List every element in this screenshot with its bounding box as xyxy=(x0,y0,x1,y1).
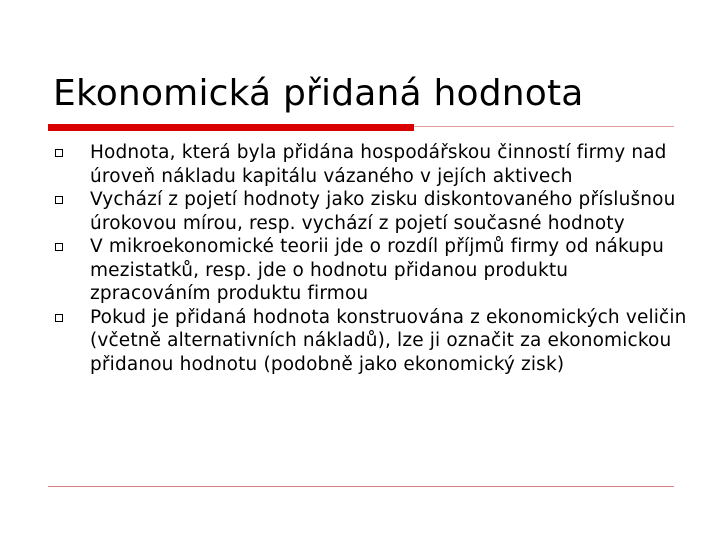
bullet-text-2: Vychází z pojetí hodnoty jako zisku diskontovaného příslušnou úrokovou mírou, resp. vychází z pojetí současné hodnoty xyxy=(90,189,676,234)
bullet-item-1 xyxy=(53,141,693,188)
hollow-square-icon xyxy=(55,314,63,322)
slide-title: Ekonomická přidaná hodnota xyxy=(53,73,584,114)
bullet-item-2 xyxy=(53,188,693,235)
title-accent-bar xyxy=(48,124,414,131)
bullet-text-3: V mikroekonomické teorii jde o rozdíl příjmů firmy od nákupu mezistatků, resp. jde o hodnotu přidanou produktu zpracováním produktu firmou xyxy=(90,236,664,304)
bullet-item-3 xyxy=(53,235,693,306)
bullet-item-4 xyxy=(53,306,693,377)
bottom-divider-line xyxy=(48,486,674,487)
hollow-square-icon xyxy=(55,196,63,204)
hollow-square-icon xyxy=(55,243,63,251)
bullet-text-1: Hodnota, která byla přidána hospodářskou činností firmy nad úroveň nákladu kapitálu vázaného v jejích aktivech xyxy=(90,142,667,187)
bullet-text-4: Pokud je přidaná hodnota konstruována z ekonomických veličin (včetně alternativních nákladů), lze ji označit za ekonomickou přidanou hodnotu (podobně jako ekonomický zisk) xyxy=(90,306,687,375)
bullet-list xyxy=(53,141,693,376)
hollow-square-icon xyxy=(55,149,63,157)
